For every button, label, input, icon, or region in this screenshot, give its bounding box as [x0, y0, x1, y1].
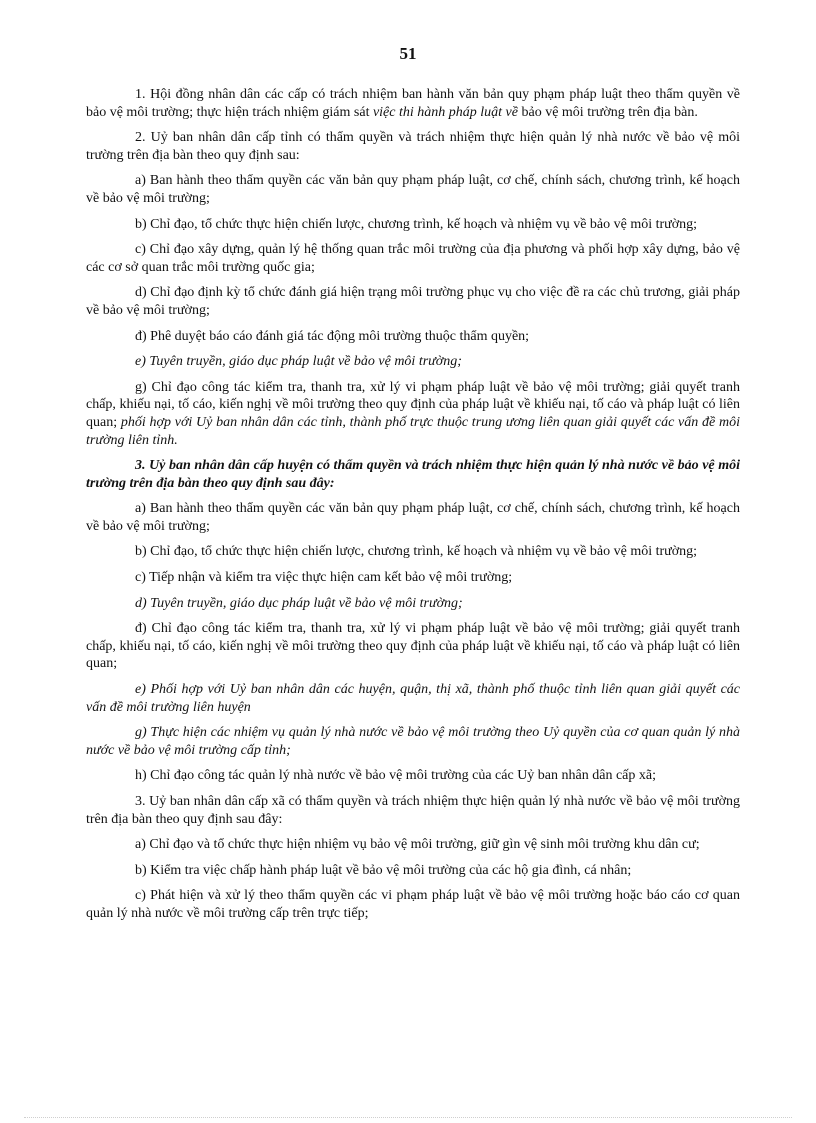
paragraph-1-tail: bảo vệ môi trường trên địa bàn. [517, 104, 698, 120]
paragraph-2e: e) Tuyên truyền, giáo dục pháp luật về bảo vệ môi trường; [135, 354, 462, 370]
paragraph-1-text: 1. Hội đồng nhân dân các cấp có trách nhiệm ban hành văn bản quy phạm pháp luật theo thẩm quyền về bảo vệ môi trường; thực hiện trách nhiệm giám sát [86, 87, 740, 120]
paragraph-4a: a) Chỉ đạo và tổ chức thực hiện nhiệm vụ bảo vệ môi trường, giữ gìn vệ sinh môi trường khu dân cư; [135, 837, 700, 853]
paragraph-2dd: đ) Phê duyệt báo cáo đánh giá tác động môi trường thuộc thẩm quyền; [135, 328, 530, 344]
paragraph-2: 2. Uỷ ban nhân dân cấp tỉnh có thẩm quyền và trách nhiệm thực hiện quản lý nhà nước về bảo vệ môi trường trên địa bàn theo quy định sau: [86, 130, 740, 163]
paragraph-3g: g) Thực hiện các nhiệm vụ quản lý nhà nước về bảo vệ môi trường theo Uỷ quyền của cơ quan quản lý nhà nước về bảo vệ môi trường cấp tỉnh; [86, 725, 740, 758]
paragraph-3c: c) Tiếp nhận và kiểm tra việc thực hiện cam kết bảo vệ môi trường; [135, 570, 513, 586]
paragraph-1 [86, 86, 740, 121]
paragraph-2g [86, 379, 740, 449]
paragraph-3dd: đ) Chỉ đạo công tác kiểm tra, thanh tra, xử lý vi phạm pháp luật về bảo vệ môi trường; giải quyết tranh chấp, khiếu nại, tố cáo, kiến nghị về môi trường theo quy định của pháp luật về khiếu nại, tố cáo và pháp luật có liên quan; [86, 621, 740, 672]
paragraph-2a: a) Ban hành theo thẩm quyền các văn bản quy phạm pháp luật, cơ chế, chính sách, chương trình, kế hoạch về bảo vệ môi trường; [86, 173, 740, 206]
paragraph-4c: c) Phát hiện và xử lý theo thẩm quyền các vi phạm pháp luật về bảo vệ môi trường hoặc báo cáo cơ quan quản lý nhà nước về môi trường cấp trên trực tiếp; [86, 888, 740, 921]
paragraph-3: 3. Uỷ ban nhân dân cấp huyện có thẩm quyền và trách nhiệm thực hiện quản lý nhà nước về bảo vệ môi trường trên địa bàn theo quy định sau đây: [86, 458, 740, 491]
paragraph-3b: b) Chỉ đạo, tổ chức thực hiện chiến lược, chương trình, kế hoạch và nhiệm vụ về bảo vệ môi trường; [135, 544, 698, 560]
bottom-divider [24, 1117, 792, 1118]
paragraph-4: 3. Uỷ ban nhân dân cấp xã có thẩm quyền và trách nhiệm thực hiện quản lý nhà nước về bảo vệ môi trường trên địa bàn theo quy định sau đây: [86, 794, 740, 827]
paragraph-3d: d) Tuyên truyền, giáo dục pháp luật về bảo vệ môi trường; [135, 595, 463, 611]
paragraph-3a: a) Ban hành theo thẩm quyền các văn bản quy phạm pháp luật, cơ chế, chính sách, chương trình, kế hoạch về bảo vệ môi trường; [86, 501, 740, 534]
paragraph-3e: e) Phối hợp với Uỷ ban nhân dân các huyện, quận, thị xã, thành phố thuộc tỉnh liên quan giải quyết các vấn đề môi trường liên huyện [86, 682, 740, 715]
paragraph-4b: b) Kiểm tra việc chấp hành pháp luật về bảo vệ môi trường của các hộ gia đình, cá nhân; [135, 862, 632, 878]
paragraph-2c: c) Chỉ đạo xây dựng, quản lý hệ thống quan trắc môi trường của địa phương và phối hợp xây dựng, bảo vệ các cơ sở quan trắc môi trường quốc gia; [86, 242, 740, 275]
paragraph-2b: b) Chỉ đạo, tổ chức thực hiện chiến lược, chương trình, kế hoạch và nhiệm vụ về bảo vệ môi trường; [135, 216, 698, 232]
paragraph-2g-text: g) Chỉ đạo công tác kiểm tra, thanh tra, xử lý vi phạm pháp luật về bảo vệ môi trường; giải quyết tranh chấp, khiếu nại, tố cáo, kiến nghị về môi trường theo quy định của pháp luật về khiếu nại, tố cáo và pháp luật có liên quan; [86, 379, 740, 430]
paragraph-1-italic: việc thi hành pháp luật về [372, 104, 518, 120]
paragraph-2g-italic: phối hợp với Uỷ ban nhân dân các tỉnh, thành phố trực thuộc trung ương liên quan giải quyết các vấn đề môi trường liên tỉnh. [86, 414, 740, 448]
paragraph-3h: h) Chỉ đạo công tác quản lý nhà nước về bảo vệ môi trường của các Uỷ ban nhân dân cấp xã; [135, 768, 656, 784]
paragraph-2d: d) Chỉ đạo định kỳ tổ chức đánh giá hiện trạng môi trường phục vụ cho việc đề ra các chủ trương, giải pháp về bảo vệ môi trường; [86, 285, 740, 318]
document-body [86, 86, 740, 931]
page-number: 51 [399, 44, 417, 63]
